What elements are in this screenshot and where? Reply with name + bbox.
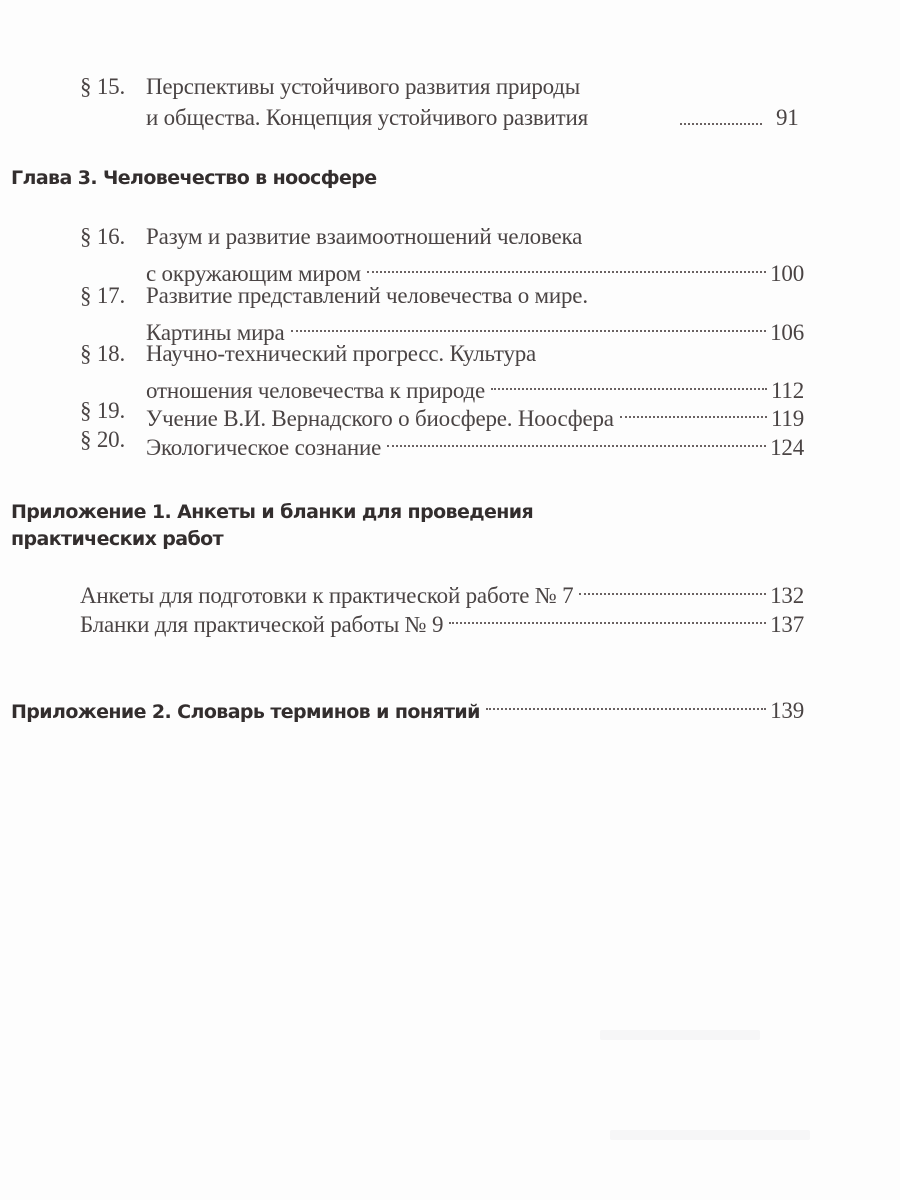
section-title-line-2: отношения человечества к природе (146, 378, 486, 403)
dot-leader (491, 368, 767, 398)
section-title-line-2: Картины мира (146, 320, 285, 345)
section-title-line-2-row (146, 251, 804, 286)
page-number: 139 (770, 698, 804, 723)
dot-leader (449, 602, 766, 632)
page-number: 132 (770, 583, 804, 608)
appendix-1-title-line-1: Приложение 1. Анкеты и бланки для проведения (11, 501, 534, 523)
dot-leader (579, 573, 766, 603)
page-number: 124 (770, 435, 804, 460)
dot-leader (620, 396, 767, 426)
section-title-line-1: Учение В.И. Вернадского о биосфере. Ноосфера (146, 406, 614, 431)
section-title-line-1: Экологическое сознание (146, 435, 382, 460)
dot-leader (291, 310, 767, 340)
dot-leader (680, 103, 762, 133)
appendix-1-item[interactable] (80, 602, 804, 637)
section-number: § 19. (80, 398, 126, 423)
appendix-1-title-line-2: практических работ (11, 528, 223, 550)
page-bleed-through (600, 1030, 760, 1040)
section-number: § 20. (80, 427, 126, 452)
appendix-2-entry[interactable] (11, 688, 804, 723)
section-number: § 16. (80, 224, 126, 249)
dot-leader (486, 688, 766, 718)
section-title-row (146, 396, 804, 431)
section-number: § 15. (80, 74, 126, 99)
section-title-line-1: Развитие представлений человечества о мире. (146, 283, 588, 308)
chapter-3-heading[interactable]: Глава 3. Человечество в ноосфере (11, 167, 377, 189)
section-title-line-2: с окружающим миром (146, 261, 362, 286)
page-bleed-through (610, 1130, 810, 1140)
appendix-item-label: Бланки для практической работы № 9 (80, 612, 444, 637)
dot-leader (387, 425, 766, 455)
section-title-line-1: Перспективы устойчивого развития природы (146, 74, 581, 99)
page-number: 106 (770, 320, 804, 345)
page-number: 91 (776, 105, 799, 130)
page-number: 112 (770, 378, 804, 403)
page-number: 137 (770, 612, 804, 637)
section-title-line-2-row (146, 310, 804, 345)
section-number: § 18. (80, 341, 126, 366)
section-number: § 17. (80, 283, 126, 308)
appendix-item-label: Анкеты для подготовки к практической работе № 7 (80, 583, 574, 608)
section-title-line-1: Научно-технический прогресс. Культура (146, 341, 537, 366)
page-number: 119 (770, 406, 804, 431)
section-title-row (146, 425, 804, 460)
appendix-1-item[interactable] (80, 573, 804, 608)
section-title-line-1: Разум и развитие взаимоотношений человека (146, 224, 583, 249)
section-title-line-2: и общества. Концепция устойчивого развития (146, 105, 589, 130)
appendix-2-title: Приложение 2. Словарь терминов и понятий (11, 701, 480, 723)
dot-leader (367, 251, 766, 281)
section-title-line-2-row (146, 368, 804, 403)
page-number: 100 (770, 261, 804, 286)
